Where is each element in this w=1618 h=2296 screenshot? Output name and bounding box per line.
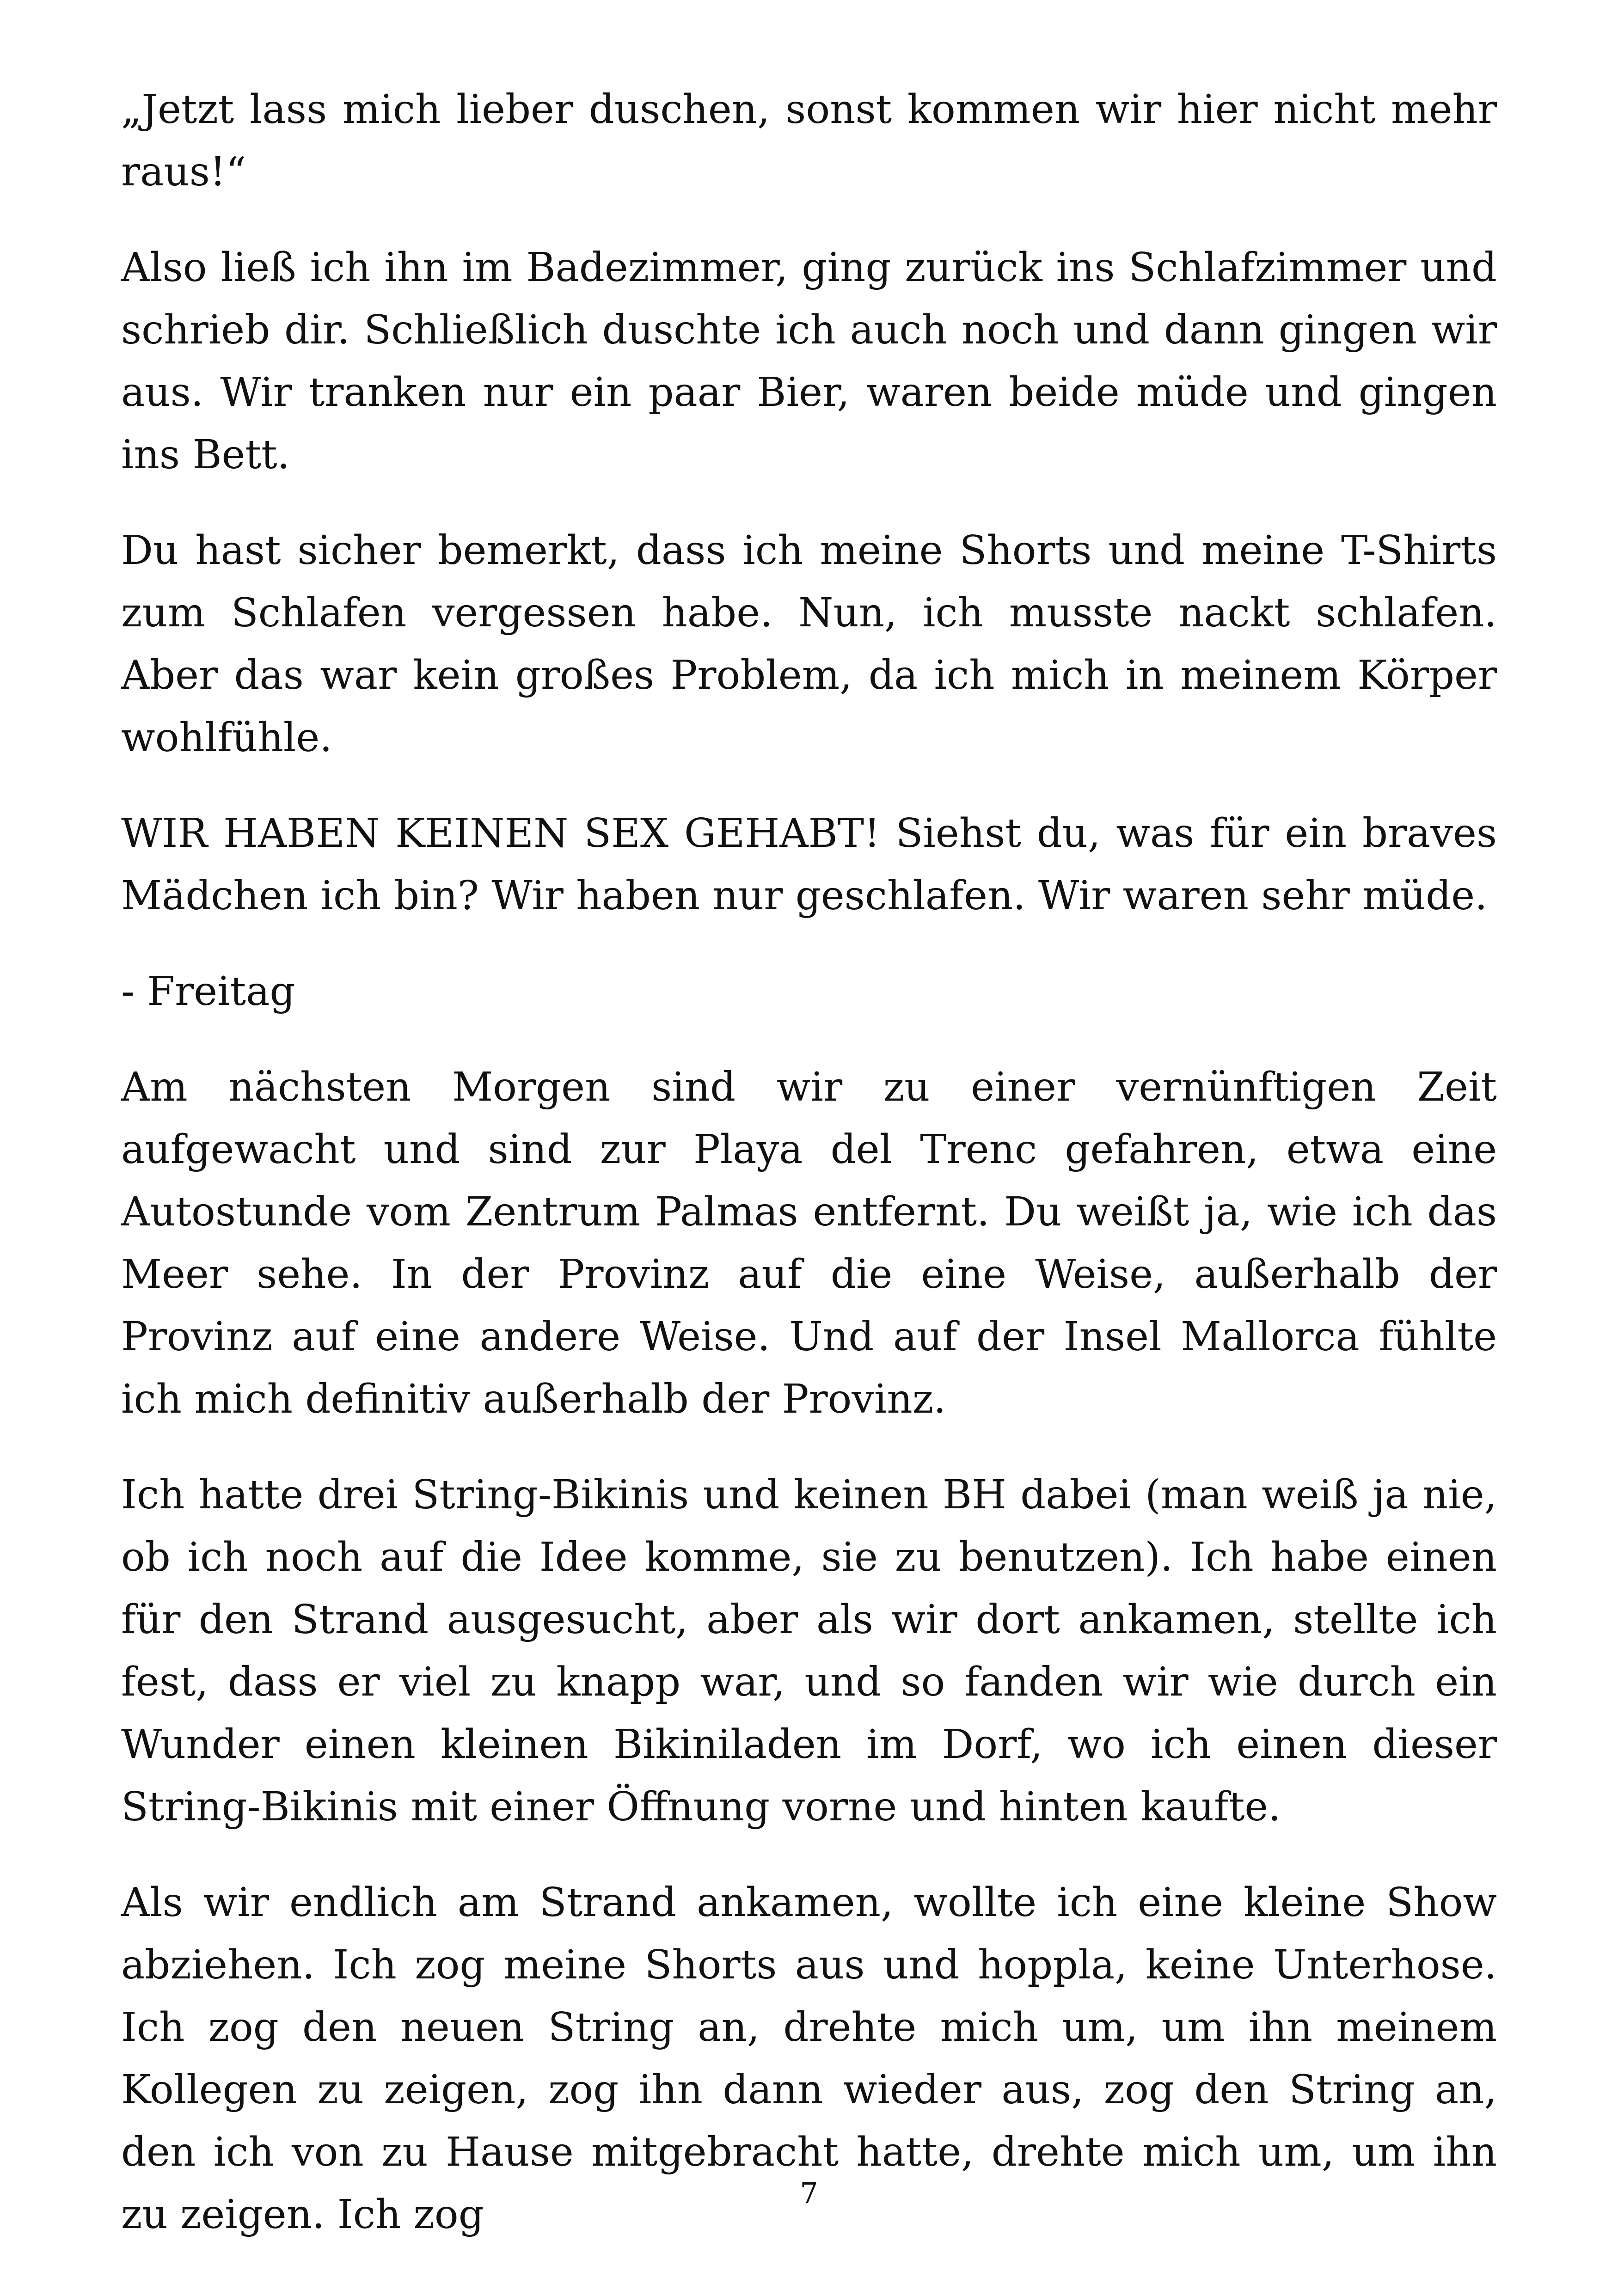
paragraph-bathroom: Also ließ ich ihn im Badezimmer, ging zurück ins Schlafzimmer und schrieb dir. Schließlich duschte ich auch noch und dann gingen wir aus. Wir tranken nur ein paar Bier, waren beide müde und gingen ins Bett. [121,245,1497,478]
paragraph-no-sex: WIR HABEN KEINEN SEX GEHABT! Siehst du, was für ein braves Mädchen ich bin? Wir haben nur geschlafen. Wir waren sehr müde. [121,810,1497,919]
page-body-text [121,79,1497,2246]
paragraph-playa-del-trenc: Am nächsten Morgen sind wir zu einer vernünftigen Zeit aufgewacht und sind zur Playa del Trenc gefahren, etwa eine Autostunde vom Zentrum Palmas entfernt. Du weißt ja, wie ich das Meer sehe. In der Provinz auf die eine Weise, außerhalb der Provinz auf eine andere Weise. Und auf der Insel Mallorca fühlte ich mich definitiv außerhalb der Provinz. [121,1064,1497,1422]
paragraph-bikinis: Ich hatte drei String-Bikinis und keinen BH dabei (man weiß ja nie, ob ich noch auf die Idee komme, sie zu benutzen). Ich habe einen für den Strand ausgesucht, aber als wir dort ankamen, stellte ich fest, dass er viel zu knapp war, und so fanden wir wie durch ein Wunder einen kleinen Bikiniladen im Dorf, wo ich einen dieser String-Bikinis mit einer Öffnung vorne und hinten kaufte. [121,1472,1497,1830]
paragraph-quote: „Jetzt lass mich lieber duschen, sonst kommen wir hier nicht mehr raus!“ [121,86,1497,195]
page-number: 7 [800,2176,818,2210]
section-heading-freitag: - Freitag [121,968,295,1015]
paragraph-shorts: Du hast sicher bemerkt, dass ich meine Shorts und meine T-Shirts zum Schlafen vergessen habe. Nun, ich musste nackt schlafen. Aber das war kein großes Problem, da ich mich in meinem Körper wohlfühle. [121,527,1497,761]
paragraph-beach-show: Als wir endlich am Strand ankamen, wollte ich eine kleine Show abziehen. Ich zog meine Shorts aus und hoppla, keine Unterhose. Ich zog den neuen String an, drehte mich um, um ihn meinem Kollegen zu zeigen, zog ihn dann wieder aus, zog den String an, den ich von zu Hause mitgebracht hatte, drehte mich um, um ihn zu zeigen. Ich zog [121,1880,1497,2238]
